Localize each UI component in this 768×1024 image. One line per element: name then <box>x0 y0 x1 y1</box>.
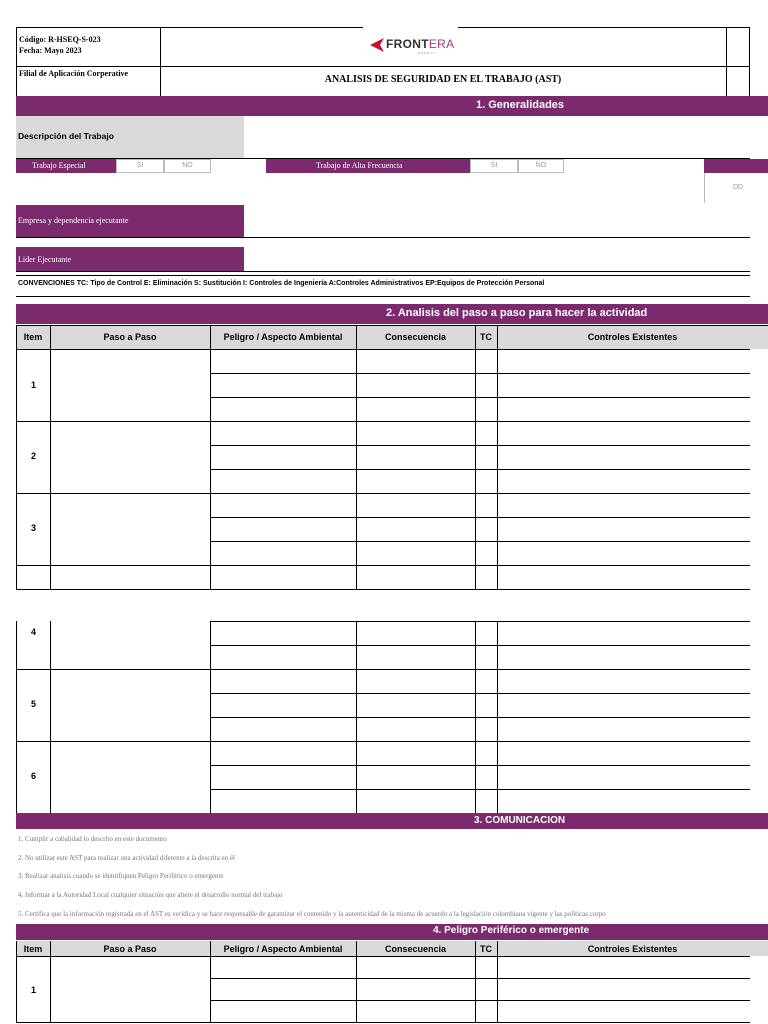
item-number: 5 <box>31 699 37 709</box>
table-cell[interactable] <box>498 470 750 493</box>
table-cell[interactable] <box>357 742 475 765</box>
col-controles: Controles Existentes <box>587 943 678 954</box>
table-cell[interactable] <box>498 766 750 789</box>
convenciones-text: CONVENCIONES TC: Tipo de Control E: Eliminación S: Sustitución I: Controles de Ingeniería A:Controles Administrativos EP:Equipos de Protección Personal <box>18 280 545 287</box>
date-header-cell <box>704 159 768 173</box>
table-cell[interactable] <box>498 979 750 1000</box>
table-cell[interactable] <box>51 350 209 421</box>
table-cell[interactable] <box>211 470 356 493</box>
table-cell[interactable] <box>357 518 475 541</box>
table-cell[interactable] <box>476 398 497 421</box>
column-divider <box>210 565 211 589</box>
table-cell[interactable] <box>476 446 497 469</box>
filial-label: Filial de Aplicación Corperative <box>19 69 129 78</box>
col-controles: Controles Existentes <box>587 332 678 342</box>
table-cell[interactable] <box>498 518 750 541</box>
table-cell[interactable] <box>51 494 209 565</box>
table-cell[interactable] <box>498 422 750 445</box>
column-divider <box>356 941 357 956</box>
col-peligro: Peligro / Aspecto Ambiental <box>223 332 343 342</box>
table-cell[interactable] <box>498 670 750 693</box>
item-number: 2 <box>31 451 37 461</box>
table-cell[interactable] <box>498 694 750 717</box>
col-paso: Paso a Paso <box>103 943 157 954</box>
column-divider <box>50 325 51 349</box>
column-divider <box>475 325 476 349</box>
alta-frecuencia-label: Trabajo de Alta Frecuencia <box>316 161 403 170</box>
col-consecuencia: Consecuencia <box>384 943 447 954</box>
column-divider <box>16 621 17 669</box>
column-divider <box>16 565 17 589</box>
company-logo: FRONTERA ENERGY <box>370 36 460 56</box>
comunicacion-line: 1. Cumplir a cabalidad lo descrito en este documento <box>18 835 167 843</box>
table-cell[interactable] <box>357 398 475 421</box>
empresa-label: Empresa y dependencia ejecutante <box>18 216 129 225</box>
table-cell[interactable] <box>357 979 475 1000</box>
table-cell[interactable] <box>51 422 209 493</box>
document-title: ANALISIS DE SEGURIDAD EN EL TRABAJO (AST) <box>324 74 562 85</box>
document-date: Fecha: Mayo 2023 <box>19 46 82 55</box>
table-cell[interactable] <box>498 374 750 397</box>
descripcion-field[interactable] <box>244 116 750 158</box>
group-divider <box>16 589 750 590</box>
section3-title: 3. COMUNICACION <box>474 815 566 826</box>
col-item: Item <box>23 943 43 954</box>
column-divider <box>475 565 476 589</box>
table-cell[interactable] <box>476 422 497 445</box>
table-cell[interactable] <box>211 398 356 421</box>
table-cell[interactable] <box>498 398 750 421</box>
section1-header <box>16 96 768 116</box>
table-cell[interactable] <box>211 742 356 765</box>
table-cell[interactable] <box>51 957 209 1022</box>
document-code: Código: R-HSEQ-S-023 <box>19 35 101 44</box>
table-cell[interactable] <box>357 494 475 517</box>
comunicacion-line: 2. No utilizar este AST para realizar una actividad diferente a la descrita en él <box>18 854 235 862</box>
table-cell[interactable] <box>498 790 750 813</box>
table-cell[interactable] <box>211 518 356 541</box>
table-cell[interactable] <box>498 446 750 469</box>
table-cell[interactable] <box>476 542 497 565</box>
table-cell[interactable] <box>476 374 497 397</box>
table-cell[interactable] <box>476 494 497 517</box>
table-cell[interactable] <box>211 718 356 741</box>
table-cell[interactable] <box>476 518 497 541</box>
col-item: Item <box>23 332 43 342</box>
trabajo-especial-no[interactable]: NO <box>164 159 211 173</box>
column-divider <box>475 941 476 956</box>
item-number: 4 <box>31 627 37 637</box>
column-divider <box>16 325 17 349</box>
table-cell[interactable] <box>476 957 497 978</box>
table-cell[interactable] <box>476 979 497 1000</box>
column-divider <box>356 565 357 589</box>
table-cell[interactable] <box>357 790 475 813</box>
lider-label: Lider Ejecutante <box>18 255 72 264</box>
column-divider <box>497 325 498 349</box>
section3-header <box>16 813 768 829</box>
table-cell[interactable] <box>211 957 356 978</box>
table-cell[interactable] <box>476 718 497 741</box>
column-divider <box>16 956 17 1022</box>
item-number: 3 <box>31 523 37 533</box>
table-cell[interactable] <box>357 446 475 469</box>
table-cell[interactable] <box>476 694 497 717</box>
table-cell[interactable] <box>498 542 750 565</box>
table-cell[interactable] <box>357 422 475 445</box>
column-divider <box>50 565 51 589</box>
column-divider <box>356 325 357 349</box>
table-cell[interactable] <box>498 1001 750 1022</box>
table-cell[interactable] <box>476 350 497 373</box>
table-cell[interactable] <box>498 957 750 978</box>
date-field-dd[interactable]: DD <box>733 184 744 191</box>
table-cell[interactable] <box>476 790 497 813</box>
table-cell[interactable] <box>211 422 356 445</box>
column-divider <box>16 941 17 956</box>
column-divider <box>497 941 498 956</box>
table-cell[interactable] <box>211 766 356 789</box>
col-tc: TC <box>480 332 492 342</box>
table-cell[interactable] <box>211 494 356 517</box>
group-divider <box>16 565 750 566</box>
table-cell[interactable] <box>211 446 356 469</box>
empresa-field[interactable] <box>244 205 750 237</box>
table-cell[interactable] <box>357 694 475 717</box>
table-cell[interactable] <box>211 350 356 373</box>
column-divider <box>50 621 51 669</box>
table-cell[interactable] <box>211 374 356 397</box>
col-tc: TC <box>480 943 492 954</box>
table-cell[interactable] <box>357 350 475 373</box>
item-number: 6 <box>31 771 37 781</box>
lider-field[interactable] <box>244 247 750 271</box>
row-divider <box>210 621 750 622</box>
table-cell[interactable] <box>476 742 497 765</box>
table-cell[interactable] <box>211 790 356 813</box>
table-cell[interactable] <box>498 718 750 741</box>
table-cell[interactable] <box>357 718 475 741</box>
item-number: 1 <box>31 380 37 390</box>
table-cell[interactable] <box>211 979 356 1000</box>
table-cell[interactable] <box>498 494 750 517</box>
alta-frecuencia-si[interactable]: SI <box>470 159 518 173</box>
column-divider <box>497 565 498 589</box>
table-cell[interactable] <box>357 470 475 493</box>
alta-frecuencia-no[interactable]: NO <box>518 159 564 173</box>
table-cell[interactable] <box>357 670 475 693</box>
table-cell[interactable] <box>357 1001 475 1022</box>
col-peligro: Peligro / Aspecto Ambiental <box>223 943 343 954</box>
table-cell[interactable] <box>476 470 497 493</box>
comunicacion-line: 5. Certifica que la información registrada en el AST es verídica y se hace responsable de garantizar el contenido y la autenticidad de la misma de acuerdo a la legislación colombiana vigente y las políticas corpo <box>18 910 606 918</box>
table-cell[interactable] <box>357 766 475 789</box>
header-top <box>16 325 768 326</box>
column-divider <box>16 349 17 565</box>
column-divider <box>210 941 211 956</box>
comunicacion-line: 4. Informar a la Autoridad Local cualquier situación que altere el desarrollo normal del trabajo <box>18 891 283 899</box>
group-divider <box>16 1022 750 1023</box>
column-divider <box>50 941 51 956</box>
section4-header <box>16 924 768 940</box>
table-cell[interactable] <box>476 766 497 789</box>
section2-title: 2. Analisis del paso a paso para hacer la actividad <box>386 307 648 319</box>
column-divider <box>210 325 211 349</box>
table-cell[interactable] <box>211 542 356 565</box>
trabajo-especial-si[interactable]: SI <box>116 159 164 173</box>
table-cell[interactable] <box>476 1001 497 1022</box>
section1-title: 1. Generalidades <box>476 99 565 111</box>
col-consecuencia: Consecuencia <box>384 332 447 342</box>
descripcion-label: Descripción del Trabajo <box>18 131 114 141</box>
table-cell[interactable] <box>51 670 209 741</box>
table-cell[interactable] <box>357 542 475 565</box>
table-cell[interactable] <box>211 1001 356 1022</box>
table-cell[interactable] <box>51 742 209 813</box>
row-divider <box>210 645 750 646</box>
table-cell[interactable] <box>211 670 356 693</box>
table-cell[interactable] <box>357 957 475 978</box>
comunicacion-line: 3. Realizar analisis cuando se identifiquen Peligro Periférico o emergente <box>18 872 224 880</box>
table-cell[interactable] <box>211 694 356 717</box>
frontera-logo-icon <box>370 38 384 52</box>
section4-title: 4. Peligro Periférico o emergente <box>433 925 590 936</box>
item-number: 1 <box>31 985 37 995</box>
table-cell[interactable] <box>498 742 750 765</box>
col-paso: Paso a Paso <box>103 332 157 342</box>
table-cell[interactable] <box>498 350 750 373</box>
table-cell[interactable] <box>476 670 497 693</box>
trabajo-especial-label: Trabajo Especial <box>32 161 86 170</box>
table-cell[interactable] <box>357 374 475 397</box>
